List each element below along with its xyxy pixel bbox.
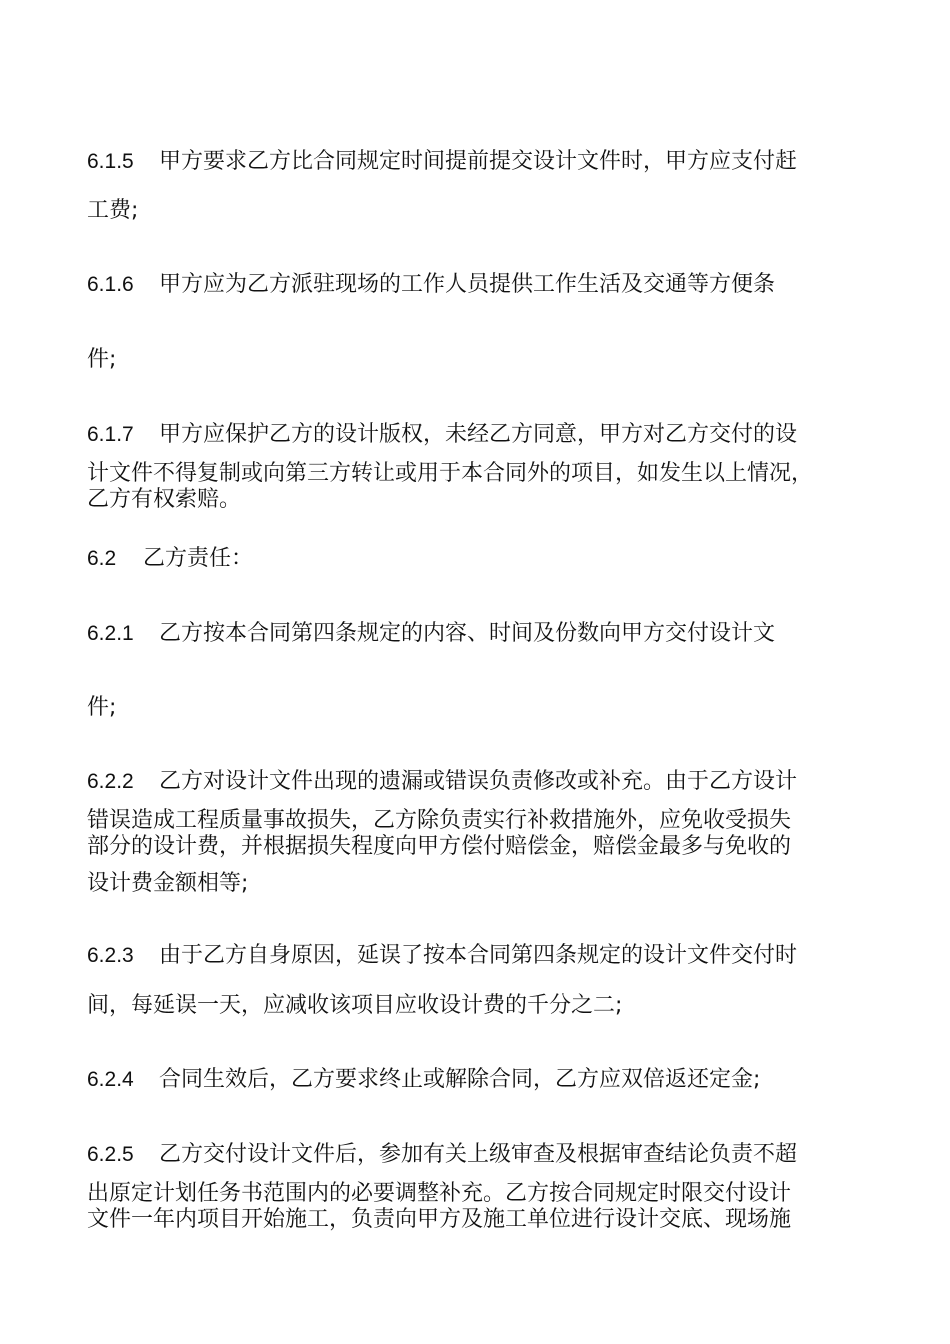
clause-number: 6.2.4 [87,1068,134,1091]
paragraph-6-1-7-line-1 [87,420,797,450]
clause-number: 6.1.5 [87,150,134,173]
clause-number: 6.2.1 [87,622,134,645]
clause-text: 乙方交付设计文件后，参加有关上级审查及根据审查结论负责不超 [159,1142,798,1167]
clause-text: 件; [87,347,117,372]
paragraph-6-2-1-line-1 [87,619,775,649]
paragraph-6-2-4-line-1 [87,1065,760,1095]
clause-text: 甲方应保护乙方的设计版权，未经乙方同意，甲方对乙方交付的设 [159,422,798,447]
clause-text: 甲方要求乙方比合同规定时间提前提交设计文件时，甲方应支付赶 [159,149,798,174]
section-6-2-heading [87,544,253,574]
clause-text: 工费; [87,198,139,223]
clause-text: 件; [87,695,117,720]
clause-text: 部分的设计费，并根据损失程度向甲方偿付赔偿金，赔偿金最多与免收的 [87,834,792,859]
clause-text: 文件一年内项目开始施工，负责向甲方及施工单位进行设计交底、现场施 [87,1207,792,1232]
clause-text: 错误造成工程质量事故损失，乙方除负责实行补救措施外，应免收受损失 [87,808,792,833]
paragraph-6-2-2-line-1 [87,767,797,797]
clause-text: 乙方有权索赔。 [87,487,242,512]
paragraph-6-1-5-line-1 [87,147,797,177]
clause-text: 由于乙方自身原因，延误了按本合同第四条规定的设计文件交付时 [159,943,798,968]
clause-number: 6.1.7 [87,423,134,446]
paragraph-6-1-6-line-1 [87,270,775,300]
paragraph-6-2-2-line-3 [87,832,791,862]
clause-text: 甲方应为乙方派驻现场的工作人员提供工作生活及交通等方便条 [159,272,776,297]
clause-number: 6.2.2 [87,770,134,793]
paragraph-6-2-5-line-3 [87,1205,791,1235]
paragraph-6-2-2-line-4 [87,869,248,899]
clause-number: 6.2 [87,547,117,570]
clause-text: 合同生效后，乙方要求终止或解除合同，乙方应双倍返还定金; [159,1067,761,1092]
paragraph-6-2-3-line-1 [87,941,797,971]
clause-text: 乙方责任： [143,546,254,571]
paragraph-6-2-5-line-1 [87,1140,797,1170]
clause-number: 6.2.5 [87,1143,134,1166]
paragraph-6-2-1-line-2 [87,693,116,723]
clause-text: 乙方按本合同第四条规定的内容、时间及份数向甲方交付设计文 [159,621,776,646]
paragraph-6-1-6-line-2 [87,345,116,375]
clause-text: 计文件不得复制或向第三方转让或用于本合同外的项目，如发生以上情况， [87,461,814,486]
clause-number: 6.2.3 [87,944,134,967]
clause-text: 乙方对设计文件出现的遗漏或错误负责修改或补充。由于乙方设计 [159,769,798,794]
clause-text: 间，每延误一天，应减收该项目应收设计费的千分之二; [87,993,623,1018]
paragraph-6-1-7-line-3 [87,485,241,515]
clause-text: 设计费金额相等; [87,871,249,896]
clause-text: 出原定计划任务书范围内的必要调整补充。乙方按合同规定时限交付设计 [87,1181,792,1206]
clause-number: 6.1.6 [87,273,134,296]
paragraph-6-2-3-line-2 [87,991,622,1021]
paragraph-6-1-5-line-2 [87,196,138,226]
